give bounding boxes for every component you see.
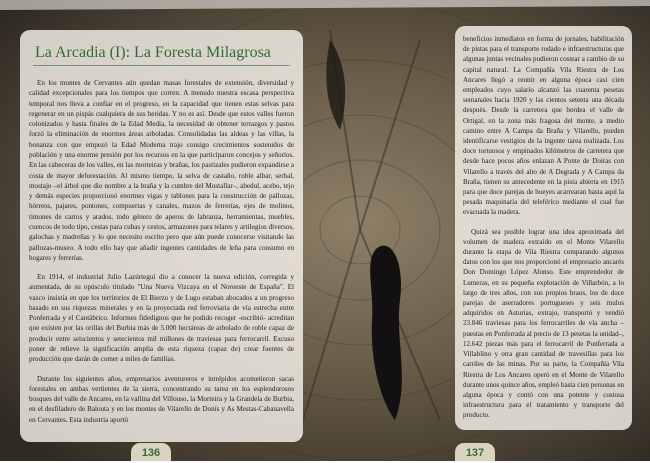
- title-underline: [33, 65, 290, 66]
- left-page-text-panel: [20, 30, 303, 442]
- left-paragraph: Durante los siguientes años, empresarios aventureros e intrépidos acometieron sacas forestales en ambas vertientes de la sierra, concentrando su tarea en los esplendorosos bosques del valle de Ancares, en la vallina del Villouso, la Morteira y la Grandela de Burbia, en el desfiladero de Balouta y en los montes de Vilarello de Donís y As Mestas-Cabanavella en Cervantes. Esta industria aportó: [29, 374, 294, 424]
- right-paragraph: beneficios inmediatos en forma de jornales, habilitación de pistas para el transporte rodado e infraestructuras que algunas juntas vecinales pudieron costear a cambio de su capital natural. La Compañía Vila Riestra de Los Ancares llegó a reunir en alguna época casi cien empleados cuyo salario alcanzó las cuarenta pesetas semanales hacia 1920 y las cientos setenta una década después. Desde la carretera que bordea el valle de Ortigal, en la zona más fragosa del monte, a medio camino entre A Campa da Braña y Vilarello, pueden identificarse vestigios de la ingente tarea realizada. Los doce tortuosos y empinados kilómetros de carretera que desde hace pocos años enlazan A Ponte de Doiras con Vilarello a través del alto de A Degrada y A Campa da Braña, tienen su antecedente en la pista abierta en 1915 para que doce parejas de bueyes acarrearan hasta aquí la pesada maquinaria del teleférico mediante el cual fue evacuada la madera.: [463, 35, 624, 217]
- right-page-number: 137: [455, 443, 495, 461]
- left-paragraph: En los montes de Cervantes aún quedan masas forestales de extensión, diversidad y calidad excepcionales para los tiempos que corren. A menudo nuestra escasa perspectiva temporal nos lleva a confiar en el progreso, en la capacidad que tienen estas selvas para regenerar en un pispás cualquiera de sus heridas. Y no es así. Desde que estos valles fueron colonizados y hasta finales de la Edad Media, la necesidad de obtener terrazgos y pastos forzó la eliminación de enormes áreas arboladas. Consolidadas las aldeas y las villas, la bonanza con que empezó la Edad Moderna trajo consigo crecimientos sostenidos de población y una enorme presión por los recursos en la que participaron concejos y señoríos. En las cabeceras de los valles, en las morteiras y brañas, los pastizales pudieron expandirse a costa de mayor deforestación. Al mismo tiempo, la selva de castaño, roble albar, serbal, mostajo –el árbol que dio nombre a la braña y la cumbre del Mostallar–, abedul, acebo, tejo y demás especies proporcionó enormes vigas y tablones para la construcción de pallozas, hórreos, pajares, pontones, compuertas y canales, mazos de ferrerías, ejes de molinos, timones de carros y arados, todo género de aperos de labranza, herramientas, muebles, cuencos de todo tipo, cestas para cubas y cestos, armazones para telares y artilugios diversos, galochas y madreñas y lo que necesito escrito pero que aún puede conocerse visitando las pallozas-museo. A todo ello hay que añadir ingentes cantidades de leña para consumo en hogares y ferrerías.: [29, 79, 294, 262]
- left-paragraph: En 1914, el industrial Julio Lazúrtegui dio a conocer la nueva edición, corregida y aumentada, de su opúsculo titulado "Una Nueva Vizcaya en el Noroeste de España". El vasco insistía en que los territorios de El Bierzo y de Lugo estaban abocados a un progreso basado en sus riquezas minerales y en la proyectada red ferroviaria de vía estrecha entre Ponferrada y el Cantábrico. Informes fidedignos que he podido recoger -escribió- acreditan que existen por las orillas del Burbia más de 5.000 hectáreas de arbolado de roble capaz de producir entre seiscientos y setecientos mil millones de traviesas para ferrocarril. Excuso poner de relieve la significación amplia de esta riqueza (capaz de) crear fuentes de producción que darán de comer a miles de familias.: [29, 273, 294, 364]
- article-title: La Arcadia (I): La Foresta Milagrosa: [35, 44, 271, 61]
- right-page-text-panel: [455, 26, 632, 430]
- left-page-number: 136: [131, 443, 171, 461]
- right-paragraph: Quizá sea posible lograr una idea aproximada del volumen de madera extraído en el Monte Vilarello durante la etapa de Vila Riestra comparando algunos datos con los que nos proporcionó el empresario ancarés Don Domingo López Alonso. Este emprendedor de Lumeras, en su pequeña explotación de Villarbón, a lo largo de tres años, con sus propios braos, los de doce parejas de aserradores portugueses y seis mulos adquiridos en Asturias, extrajo, transportó y vendió 23.846 traviesas para los ferrocarriles de vía ancha –puestas en Ponferrada al precio de 13 pesetas la unidad–, 12.642 piezas más para el ferrocarril de Ponferrada a Villablino y otra gran cantidad de travesillas para los carriles de las minas. Por su parte, la Compañía Vila Riestra de Los Ancares operó en el Monte de Vilarello durante unos quince años, empleó hasta cien personas en alguna época y contó con una potente y costosa infraestructura para el tratamiento y transporte del producto.: [463, 227, 624, 420]
